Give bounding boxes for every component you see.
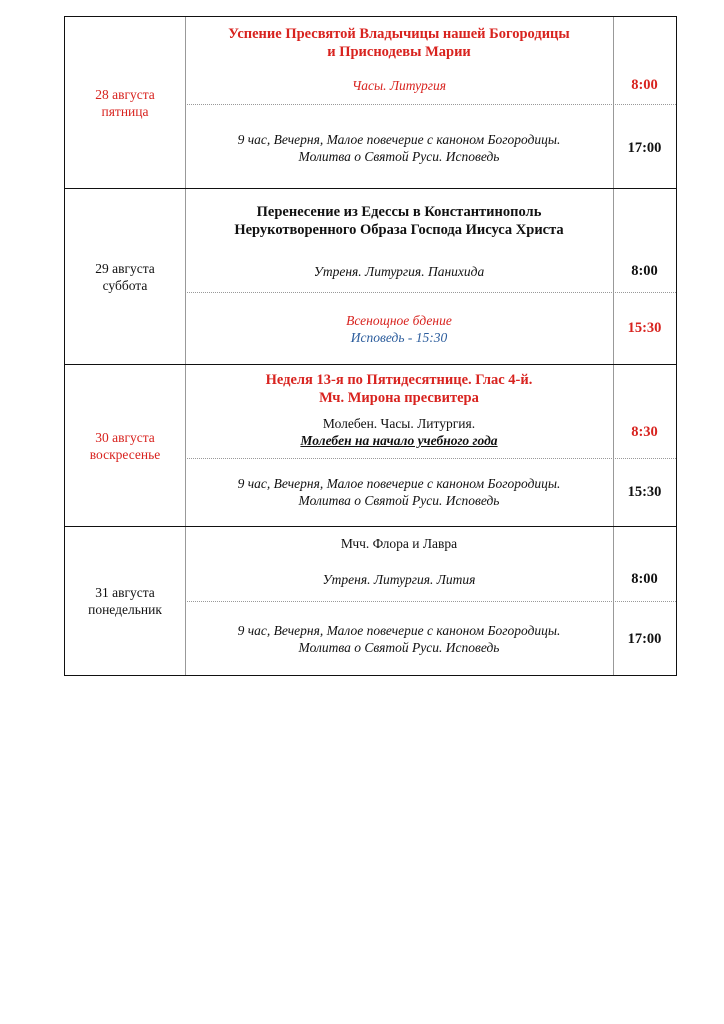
- feast-title: Неделя 13-я по Пятидесятнице. Глас 4-й. Мч. Мирона пресвитера: [265, 372, 533, 406]
- service-text: Всенощное бдение Исповедь - 15:30: [346, 313, 452, 345]
- service-text: 9 час, Вечерня, Малое повечерие с каноном Богородицы. Молитва о Святой Руси. Исповедь: [237, 132, 561, 164]
- day-block: [65, 365, 676, 527]
- feast-title: Успение Пресвятой Владычицы нашей Богородицы и Приснодевы Марии: [228, 26, 570, 60]
- weekday-label: пятница: [101, 103, 149, 119]
- schedule-table: [64, 16, 677, 676]
- weekday-label: понедельник: [88, 602, 162, 617]
- service-text: 9 час, Вечерня, Малое повечерие с каноном Богородицы. Молитва о Святой Руси. Исповедь: [237, 623, 561, 655]
- service-time: 17:00: [627, 140, 662, 156]
- date-label: 29 августа: [95, 260, 155, 276]
- date-label: 31 августа: [95, 585, 155, 600]
- service-time: 15:30: [627, 320, 662, 336]
- date-label: 28 августа: [95, 86, 155, 102]
- day-block: [65, 17, 676, 189]
- service-text: Часы. Литургия: [351, 78, 447, 93]
- service-text: Молебен. Часы. Литургия. Молебен на начало учебного года: [300, 416, 498, 448]
- date-cell: [65, 189, 186, 364]
- date-cell: [65, 17, 186, 188]
- date-cell: [65, 527, 186, 675]
- service-time: 8:00: [631, 77, 658, 93]
- service-time: 15:30: [627, 484, 662, 500]
- service-text: Утреня. Литургия. Панихида: [313, 264, 485, 279]
- service-time: 8:00: [631, 571, 658, 587]
- service-text: 9 час, Вечерня, Малое повечерие с каноном Богородицы. Молитва о Святой Руси. Исповедь: [237, 476, 561, 508]
- day-block: [65, 527, 676, 675]
- service-time: 8:30: [631, 424, 658, 440]
- weekday-label: воскресенье: [89, 446, 161, 462]
- day-block: [65, 189, 676, 365]
- service-text: Утреня. Литургия. Лития: [322, 572, 476, 587]
- feast-title: Перенесение из Едессы в Константинополь Нерукотворенного Образа Господа Иисуса Христа: [234, 204, 564, 238]
- feast-title: Мчч. Флора и Лавра: [340, 536, 458, 551]
- service-time: 8:00: [631, 263, 658, 279]
- date-label: 30 августа: [95, 429, 155, 445]
- service-time: 17:00: [627, 631, 662, 647]
- date-cell: [65, 365, 186, 526]
- weekday-label: суббота: [102, 277, 148, 293]
